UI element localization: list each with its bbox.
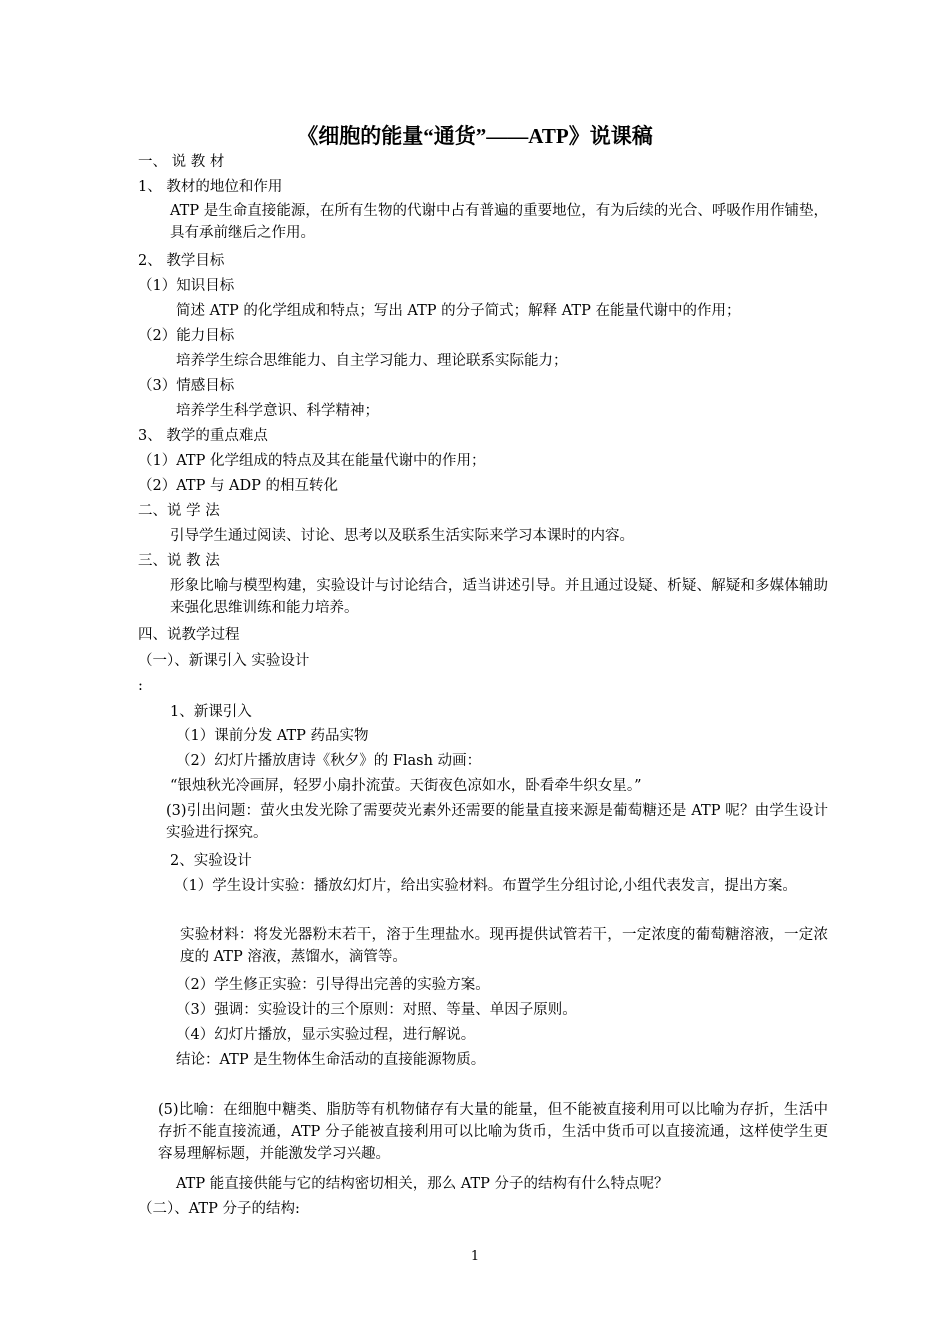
subsection-heading: 2、 教学目标	[138, 253, 225, 269]
paragraph: 实验材料：将发光器粉末若干，溶于生理盐水。现再提供试管若干，一定浓度的葡萄糖溶液，一定浓度的 ATP 溶液，蒸馏水，滴管等。	[180, 927, 828, 965]
list-item: （1）ATP 化学组成的特点及其在能量代谢中的作用；	[138, 453, 486, 469]
section-heading: 一、 说 教 材	[138, 154, 225, 170]
list-item: （1）学生设计实验：播放幻灯片，给出实验材料。布置学生分组讨论,小组代表发言，提出方案。	[174, 878, 797, 894]
section-heading: 四、说教学过程	[138, 627, 240, 643]
list-item: （1）课前分发 ATP 药品实物	[176, 728, 369, 744]
list-item: （4）幻灯片播放，显示实验过程，进行解说。	[176, 1027, 476, 1043]
subsection-heading: 1、新课引入	[170, 704, 252, 720]
list-item: （2）学生修正实验：引导得出完善的实验方案。	[176, 977, 490, 993]
list-item: （2）能力目标	[138, 328, 235, 344]
list-item: （2）ATP 与 ADP 的相互转化	[138, 478, 339, 494]
list-item: (5)比喻：在细胞中糖类、脂肪等有机物储存有大量的能量，但不能被直接利用可以比喻为存折，生活中存折不能直接流通，ATP 分子能被直接利用可以比喻为货币，生活中货币可以直接流通，这样使学生更容易理解标题，并能激发学习兴趣。	[158, 1102, 828, 1162]
list-item: （3）情感目标	[138, 378, 235, 394]
paragraph: ATP 是生命直接能源，在所有生物的代谢中占有普遍的重要地位，有为后续的光合、呼吸作用作铺垫，具有承前继后之作用。	[170, 203, 828, 241]
subsection-heading: （一）、新课引入 实验设计	[138, 653, 310, 669]
document-title: 《细胞的能量“通货”——ATP》说课稿	[297, 124, 653, 148]
paragraph: 引导学生通过阅读、讨论、思考以及联系生活实际来学习本课时的内容。	[170, 528, 634, 544]
list-item: （1）知识目标	[138, 278, 235, 294]
paragraph: ATP 能直接供能与它的结构密切相关，那么 ATP 分子的结构有什么特点呢？	[176, 1176, 669, 1192]
list-item: (3)引出问题：萤火虫发光除了需要荧光素外还需要的能量直接来源是葡萄糖还是 ATP 呢？由学生设计实验进行探究。	[166, 803, 828, 841]
subsection-heading: 2、实验设计	[170, 853, 252, 869]
list-item: （3）强调：实验设计的三个原则：对照、等量、单因子原则。	[176, 1002, 577, 1018]
subsection-heading: 1、 教材的地位和作用	[138, 179, 283, 195]
subsection-heading: 3、 教学的重点难点	[138, 428, 268, 444]
paragraph: :	[138, 678, 143, 694]
subsection-heading: （二）、ATP 分子的结构:	[138, 1201, 300, 1217]
quote: “银烛秋光冷画屏，轻罗小扇扑流萤。天街夜色凉如水，卧看牵牛织女星。”	[170, 778, 642, 794]
section-heading: 三、说 教 法	[138, 553, 220, 569]
paragraph: 形象比喻与模型构建，实验设计与讨论结合，适当讲述引导。并且通过设疑、析疑、解疑和多媒体辅助来强化思维训练和能力培养。	[170, 578, 828, 616]
paragraph: 培养学生综合思维能力、自主学习能力、理论联系实际能力；	[176, 353, 568, 369]
paragraph: 简述 ATP 的化学组成和特点；写出 ATP 的分子简式；解释 ATP 在能量代谢中的作用；	[176, 303, 741, 319]
paragraph: 培养学生科学意识、科学精神；	[176, 403, 379, 419]
list-item: （2）幻灯片播放唐诗《秋夕》的 Flash 动画：	[176, 753, 482, 769]
paragraph: 结论：ATP 是生物体生命活动的直接能源物质。	[176, 1052, 486, 1068]
section-heading: 二、说 学 法	[138, 503, 220, 519]
page-number: 1	[470, 1249, 480, 1264]
